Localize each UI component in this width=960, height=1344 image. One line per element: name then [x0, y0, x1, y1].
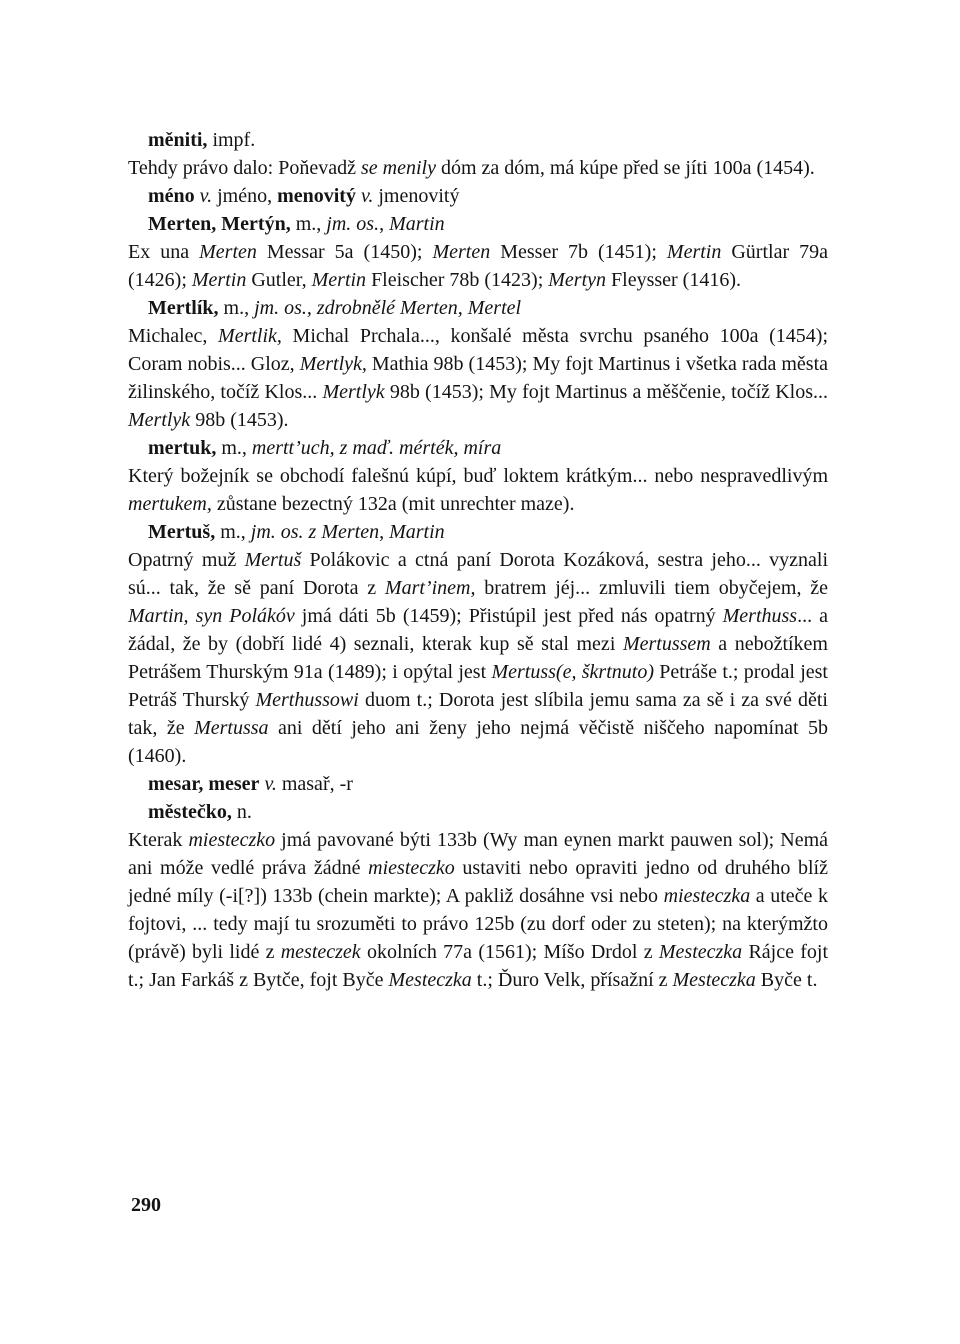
- citation-text: 98b (1453).: [190, 409, 289, 431]
- citation-text: Messer 7b (1451);: [490, 241, 667, 263]
- headword: Mertuš,: [148, 521, 216, 543]
- entry-citation: [128, 826, 828, 994]
- entry-headword-line: [128, 770, 828, 798]
- citation-form: Mertuss(e, škrtnuto): [491, 661, 654, 683]
- citation-text: dóm za dóm, má kúpe před se jíti 100a (1454).: [435, 157, 815, 179]
- citation-text: Michalec,: [128, 325, 219, 347]
- citation-text: Opatrný muž: [128, 549, 245, 571]
- citation-form: Mertin: [311, 269, 367, 291]
- entry-citation: [128, 238, 828, 294]
- head-annotation: jm. os.: [326, 213, 380, 235]
- citation-form: Mesteczka: [658, 941, 743, 963]
- citation-form: Mertlyk: [322, 381, 385, 403]
- head-annotation: m.,: [290, 213, 327, 235]
- citation-form: Martin, syn Polákóv: [128, 605, 295, 627]
- citation-text: t.; Ďuro Velk, přísažní z: [471, 969, 673, 991]
- head-annotation: jméno,: [212, 185, 278, 207]
- citation-text: Tehdy právo dalo: Poňevadž: [128, 157, 361, 179]
- entry-headword-line: [128, 182, 828, 210]
- entry-headword-line: [128, 518, 828, 546]
- head-annotation: Martin: [389, 213, 445, 235]
- head-annotation: jm. os., zdrobnělé Merten, Mertel: [254, 297, 522, 319]
- citation-text: Fleysser (1416).: [606, 269, 741, 291]
- citation-form: Mart’inem,: [384, 577, 476, 599]
- citation-text: okolních 77a (1561); Míšo Drdol z: [360, 941, 659, 963]
- head-annotation: n.: [231, 801, 252, 823]
- citation-text: Rájce fojt t.; Jan Farkáš z Bytče, fojt Byče: [128, 941, 828, 991]
- citation-form: Mesteczka: [388, 969, 472, 991]
- citation-form: miesteczko: [368, 857, 455, 879]
- citation-text: Messar 5a (1450);: [256, 241, 433, 263]
- citation-form: Mertussa: [194, 717, 269, 739]
- citation-form: se menily: [360, 157, 436, 179]
- entry-headword-line: [128, 798, 828, 826]
- citation-form: Mertlyk,: [299, 353, 367, 375]
- page-number: 290: [131, 1194, 161, 1216]
- citation-text: jmá dáti 5b (1459); Přistúpil jest před nás opatrný: [294, 605, 723, 627]
- head-annotation: jm. os. z Merten, Martin: [250, 521, 445, 543]
- headword: menovitý: [277, 185, 356, 207]
- citation-text: Polákovic a ctná paní Dorota Kozáková, sestra jeho... vyznali sú... tak, že sě paní Dorota z: [128, 549, 828, 599]
- entry-headword-line: [128, 210, 828, 238]
- citation-text: ani dětí jeho ani ženy jeho nejmá věčistě niščeho napomínat 5b (1460).: [128, 717, 829, 767]
- citation-form: mesteczek: [280, 941, 361, 963]
- citation-form: Mertuš: [244, 549, 302, 571]
- head-annotation: impf.: [207, 129, 256, 151]
- citation-text: duom t.; Dorota jest slíbila jemu sama za sě i za své děti tak, že: [128, 689, 828, 739]
- citation-form: Merten: [199, 241, 257, 263]
- citation-text: Ex una: [128, 241, 200, 263]
- citation-text: Gürtlar 79a (1426);: [128, 241, 828, 291]
- citation-form: Merten: [432, 241, 491, 263]
- headword: Merten, Mertýn,: [148, 213, 291, 235]
- head-annotation: ,: [379, 213, 390, 235]
- entry-headword-line: [128, 126, 828, 154]
- citation-text: jmá pavované býti 133b (Wy man eynen markt pauwen sol); Nemá ani móže vedlé práva žádné: [128, 829, 828, 879]
- head-annotation: mertt’uch, z maď. mérték, míra: [251, 437, 502, 459]
- citation-form: Mertyn: [548, 269, 607, 291]
- entry-citation: [128, 154, 828, 182]
- citation-text: Michal Prchala..., konšalé města svrchu psaného 100a (1454); Coram nobis... Gloz,: [128, 325, 828, 375]
- citation-text: 98b (1453); My fojt Martinus a měščenie, točíž Klos...: [384, 381, 828, 403]
- citation-form: Mesteczka: [672, 969, 756, 991]
- head-annotation: m.,: [215, 521, 251, 543]
- citation-form: Mertin: [191, 269, 247, 291]
- citation-form: Mertin: [666, 241, 722, 263]
- citation-form: miesteczka: [663, 885, 751, 907]
- citation-text: Kterak: [128, 829, 189, 851]
- citation-text: Mathia 98b (1453); My fojt Martinus i všetka rada města žilinského, točíž Klos...: [128, 353, 828, 403]
- head-annotation: v.: [199, 185, 213, 207]
- citation-text: Fleischer 78b (1423);: [366, 269, 549, 291]
- headword: mesar, meser: [148, 773, 260, 795]
- entry-citation: [128, 462, 828, 518]
- head-annotation: masař, -r: [276, 773, 353, 795]
- citation-form: miesteczko: [188, 829, 276, 851]
- citation-form: Merthuss: [722, 605, 798, 627]
- citation-form: Mertussem: [622, 633, 711, 655]
- headword: méno: [148, 185, 195, 207]
- head-annotation: m.,: [218, 297, 255, 319]
- headword: měniti,: [148, 129, 208, 151]
- entry-citation: [128, 546, 828, 770]
- citation-text: ustaviti nebo opraviti jedno od druhého blíž jedné míly (-i[?]) 133b (chein markte); A pakliž dosáhne vsi nebo: [128, 857, 828, 907]
- citation-text: Petráše t.; prodal jest Petráš Thurský: [128, 661, 828, 711]
- entry-headword-line: [128, 294, 828, 322]
- citation-form: Mertlik,: [218, 325, 282, 347]
- head-annotation: m.,: [216, 437, 252, 459]
- citation-text: a nebožtíkem Petrášem Thurským 91a (1489); i opýtal jest: [128, 633, 828, 683]
- citation-text: zůstane bezectný 132a (mit unrechter maze).: [211, 493, 575, 515]
- head-annotation: v.: [264, 773, 277, 795]
- head-annotation: v.: [360, 185, 374, 207]
- dictionary-page: [128, 126, 828, 994]
- entry-citation: [128, 322, 828, 434]
- citation-form: Mertlyk: [128, 409, 191, 431]
- citation-text: bratrem jéj... zmluvili tiem obyčejem, že: [475, 577, 828, 599]
- citation-text: ... a žádal, že by (dobří lidé 4) seznali, kterak kup sě stal mezi: [128, 605, 828, 655]
- head-annotation: jmenovitý: [373, 185, 460, 207]
- citation-text: Byče t.: [755, 969, 818, 991]
- headword: mertuk,: [148, 437, 217, 459]
- headword: městečko,: [148, 801, 232, 823]
- citation-form: Merthussowi: [255, 689, 359, 711]
- headword: Mertlík,: [148, 297, 219, 319]
- citation-text: a uteče k fojtovi, ... tedy mají tu srozuměti to právo 125b (zu dorf oder zu steten); na kterýmžto (právě) byli lidé z: [128, 885, 828, 963]
- entry-headword-line: [128, 434, 828, 462]
- citation-form: mertukem,: [128, 493, 212, 515]
- citation-text: Gutler,: [246, 269, 312, 291]
- citation-text: Který božejník se obchodí falešnú kúpí, buď loktem krátkým... nebo nespravedlivým: [128, 465, 828, 487]
